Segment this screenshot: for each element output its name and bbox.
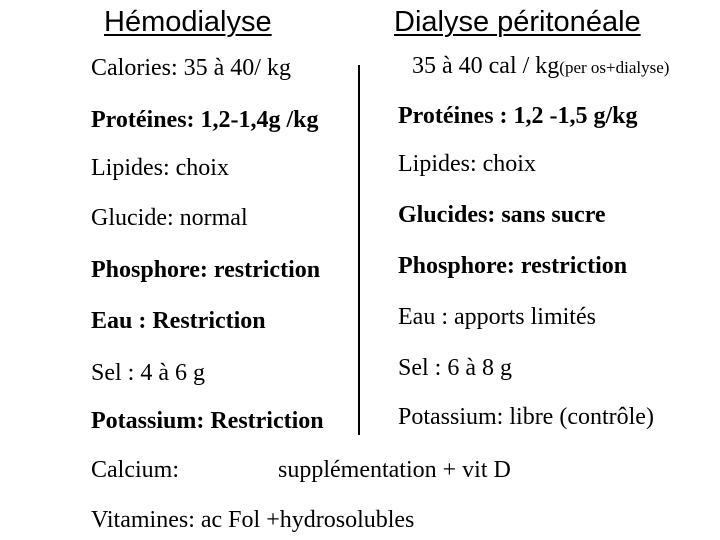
dp-proteines: Protéines : 1,2 -1,5 g/kg [398, 103, 638, 129]
dp-glucides: Glucides: sans sucre [398, 202, 606, 228]
dp-lipides: Lipides: choix [398, 151, 536, 177]
hd-glucide: Glucide: normal [91, 205, 248, 231]
dp-phosphore: Phosphore: restriction [398, 253, 628, 279]
dp-calories-suffix: (per os+dialyse) [559, 58, 670, 77]
calcium-label: Calcium: [91, 457, 179, 483]
header-hemodialyse: Hémodialyse [104, 6, 272, 38]
hd-sel: Sel : 4 à 6 g [91, 360, 205, 386]
column-divider [358, 65, 360, 435]
hd-calories: Calories: 35 à 40/ kg [91, 55, 291, 81]
dp-calories-value: 35 à 40 cal / kg [412, 53, 560, 79]
dp-eau: Eau : apports limités [398, 304, 596, 330]
calcium-value: supplémentation + vit D [278, 457, 511, 483]
dp-calories [412, 54, 669, 78]
dp-sel: Sel : 6 à 8 g [398, 355, 512, 381]
hd-lipides: Lipides: choix [91, 155, 229, 181]
hd-potassium: Potassium: Restriction [91, 408, 324, 434]
hd-phosphore: Phosphore: restriction [91, 257, 321, 283]
hd-proteines: Protéines: 1,2-1,4g /kg [91, 107, 319, 133]
hd-eau: Eau : Restriction [91, 308, 266, 334]
header-dialyse-peritoneale: Dialyse péritonéale [394, 6, 641, 38]
dp-potassium: Potassium: libre (contrôle) [398, 404, 654, 430]
vitamines: Vitamines: ac Fol +hydrosolubles [91, 507, 415, 533]
